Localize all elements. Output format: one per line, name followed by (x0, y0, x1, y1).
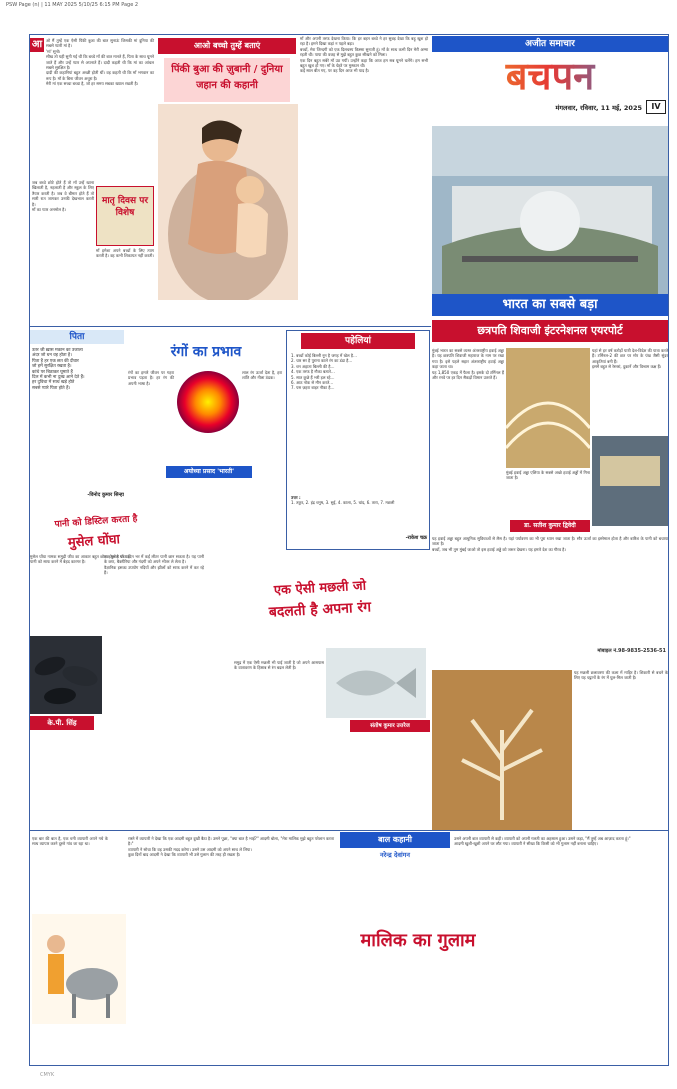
riddle-item: 6. आठ नोक से मौन करते… (291, 380, 334, 386)
story1-right (300, 36, 430, 236)
page-number: IV (646, 100, 666, 114)
riddle-item: 5. सात कुछे हैं भरी हल रहे… (291, 374, 335, 380)
mussel-subhead: मुसेल घोंघा (67, 532, 121, 551)
coral-photo (432, 670, 572, 830)
airport-author: डा. सतीश कुमार द्विवेदी (510, 520, 590, 532)
fish-text-b: यह मछली छलावरण की कला में माहिर है। शिकारी से बचने के लिए यह चट्टानों के रंग में घुल-मिल जाती है। (574, 670, 668, 681)
man-with-donkey-illustration (32, 914, 126, 1024)
riddle-item: 3. धन अहाता बिल्ली की है… (291, 363, 335, 369)
colors-text-b: लाल रंग ऊर्जा देता है, हरा शांति और नीला ठंडक। (242, 370, 282, 381)
mussel-photo (30, 636, 102, 714)
riddle-item: 7. पस ज़हरा बाहर नौका है… (291, 385, 335, 391)
mussel-text-a: मुसेल घोंघा नामक समुद्री जीव का आकार बहुत छोटा होता है पर यह पानी को साफ करने में बेहद कारगर है। (30, 554, 130, 565)
story1-center (158, 36, 298, 300)
color-wheel-illustration (176, 370, 240, 434)
story1-text-c: माँ हमेशा अपने बच्चों के लिए त्याग करती है। वह कभी शिकायत नहीं करती। (96, 248, 154, 259)
pita-poem: उतर जी ख़ास मकान का उजाला अंदर जो धन वह होता है। पिता है हर एक छत की दीवार जो हमें सुरक्षित रखता है। कांधे पर बिठाकर घूमाते हैं दिल में कभी ना दुःख आने देते हैं। हर दुविधा में साथ खड़े होते सबसे प्यारे पिता होते हैं। (32, 348, 85, 391)
airport-photo (432, 126, 668, 306)
story1-text-b: जब बच्चे छोटे होते हैं तो माँ उन्हें खाना खिलाती है, नहलाती है और स्कूल के लिए तैयार करती है। जब वे बीमार होते हैं तो सारी रात जागकर उनकी देखभाल करती है। माँ का प्यार अनमोल है। (32, 180, 94, 213)
story2-text-c: उसने अपनी बात व्यापारी से कही। व्यापारी को अपनी गलती का अहसास हुआ। उसने कहा, "मैं तुम्हें अब आज़ाद करता हूं।" आदमी खुशी-खुशी अपने घर लौट गया। व्यापारी ने सीखा कि किसी को भी गुलाम नहीं बनाना चाहिए। (454, 836, 631, 847)
fish-headline: एक ऐसी मछली जो (273, 578, 367, 599)
fish-subhead: बदलती है अपना रंग (268, 599, 372, 621)
mothers-day-badge: मातृ दिवस पर विशेष (96, 186, 154, 246)
runway-photo (592, 436, 668, 526)
riddle-item: 2. चार सर है पुराना काले रंग का डंडा है… (291, 358, 353, 364)
answers-title: उत्तर : (291, 495, 301, 500)
fish-photo (326, 648, 426, 718)
riddles-author: -राकेश चक्र (405, 535, 427, 541)
colors-author: अयोध्या प्रसाद 'भारती' (166, 466, 252, 478)
riddles-section (286, 330, 430, 550)
riddle-item: 4. एक तरफ है नौका बताते… (291, 369, 335, 375)
airport-mobile: मोबाइल नं.98-9835-2536-51 (597, 648, 666, 654)
airport-text-c: मुंबई हवाई अड्डा एशिया के सबसे अच्छे हवाई अड्डों में गिना जाता है। (506, 470, 590, 481)
airport-headline: छत्रपति शिवाजी इंटरनेशनल एयरपोर्ट (432, 320, 668, 342)
terminal-photo (506, 348, 590, 468)
pita-title: पिता (30, 330, 124, 344)
airport-text-b: यहां से हर वर्ष करोड़ों यात्री देश-विदेश की यात्रा करते हैं। टर्मिनल-2 की छत पर मोर के पंख जैसी सुंदर आकृतियां बनी हैं। इसमें बहुत से रेस्तरां, दुकानें और विश्राम कक्ष हैं। (592, 348, 668, 370)
mussel-author: के.पी. सिंह (30, 716, 94, 730)
divider (29, 830, 669, 831)
airport-text-a: मुंबई भारत का सबसे व्यस्त अंतरराष्ट्रीय हवाई अड्डा है। यह छत्रपति शिवाजी महाराज के नाम पर रखा गया है। इसे पहले सहार अंतरराष्ट्रीय हवाई अड्डा कहा जाता था। यह 1,850 एकड़ में फैला है। इसके दो टर्मिनल हैं और रनवे पर हर दिन सैकड़ों विमान उतरते हैं। (432, 348, 504, 381)
story2-text-b: रास्ते में व्यापारी ने देखा कि एक आदमी बहुत दुखी बैठा है। उसने पूछा, "क्या बात है भाई?" आदमी बोला, "मेरा मालिक मुझे बहुत परेशान करता है।" व्यापारी ने सोचा कि वह उसकी मदद करेगा। उसने उस आदमी को अपने साथ ले लिया। कुछ दिनों बाद आदमी ने देखा कि व्यापारी भी उसे गुलाम की तरह ही रखता है। (128, 836, 334, 858)
dropcap: आ (31, 39, 43, 50)
airport-kicker: भारत का सबसे बड़ा (432, 294, 668, 316)
fish-text-a: समुद्र में एक ऐसी मछली भी पाई जाती है जो अपने आसपास के वातावरण के हिसाब से रंग बदल लेती है। (234, 660, 324, 671)
mussel-heading (30, 512, 158, 552)
colors-title: रंगों का प्रभाव (170, 344, 242, 360)
print-marks: CMYK (40, 1072, 55, 1078)
riddle-item: 1. बच्चों कोई बिल्ली नून है जगह में खेल है… (291, 353, 357, 358)
colors-text-a: रंगों का हमारे जीवन पर गहरा प्रभाव पड़ता है। हर रंग की अपनी भाषा है। (128, 370, 174, 386)
story2-text-a: एक बार की बात है, एक धनी व्यापारी अपने गधे के साथ व्यापार करने दूसरे गांव जा रहा था। (32, 836, 108, 847)
story1-kicker: आओ बच्चो तुम्हें बताएं (158, 38, 296, 54)
publisher-name: अजीत समाचार (432, 36, 668, 52)
story2-headline: मालिक का गुलाम (360, 930, 476, 951)
riddles-list (291, 353, 379, 493)
story1-headline: पिंकी बुआ की ज़ुबानी / दुनिया जहान की कहानी (164, 58, 290, 102)
page-slug: PSW Page (n) | 11 MAY 2025 5/10/25 6:15 PM Page 2 (6, 2, 139, 8)
dateline: मंगलवार, रविवार, 11 मई, 2025 (555, 104, 642, 112)
brand-logo: बचपन (442, 54, 658, 98)
fish-author: संतोष कुमार उत्तरेज (350, 720, 430, 732)
story1-left-column (30, 36, 156, 300)
fish-heading (206, 578, 432, 624)
story2-byline: नरेन्द्र देवांगन (379, 851, 410, 859)
story2-kicker: बाल कहानी (340, 832, 450, 848)
story1-text-d: माँ और अपनी तरफ देखना किया। कि हर बहन बच्चे ने हर सुबह देखा कि बहू खुश हो रहा है। हमने दिखा कहां न पहले बड़ा। बच्चों, मेरा जिन्दगी को एक दिलचस्प किस्सा सुनाती हूं। माँ के साथ कभी दिन मेरी अम्मा रहती थी। पापा की वजह से मुझे बहुत कुछ सीखने को मिला। एक दिन बहुत सबेरे माँ उठ गयीं। उन्होंने कहा कि आज हम सब घूमने चलेंगे। हम सभी बहुत खुश हो गए। माँ के चेहरे पर मुस्कान थी। कई साल बीत गए, पर वह दिन आज भी याद है। (300, 36, 428, 74)
riddles-answers: उत्तर : 1. तकुर, 2. इंद्र धनुष, 3. सुई, 4. काला, 5. चांद, 6. तारा, 7. मछली (291, 495, 427, 533)
pita-section (30, 330, 124, 510)
riddles-title: पहेलियां (301, 333, 415, 349)
mother-child-illustration (158, 104, 298, 300)
mussel-headline: पानी को डिस्टिल करता है (54, 514, 138, 530)
airport-text-d: यह हवाई अड्डा बहुत आधुनिक सुविधाओं से लैस है। यहां पर्यावरण का भी पूरा ध्यान रखा जाता है। सौर ऊर्जा का इस्तेमाल होता है और बारिश के पानी को बचाया जाता है। बच्चों, जब भी तुम मुंबई जाओ तो इस हवाई अड्डे को जरूर देखना। यह हमारे देश का गौरव है। (432, 536, 668, 552)
masthead (432, 36, 668, 124)
story2-section (30, 832, 668, 1066)
colors-effect-section (126, 330, 284, 508)
pita-author: -विनोद कुमार सिन्हा (87, 492, 124, 498)
story1-text-a: ओ मैं तुम्हें एक ऐसी पिंकी बुआ की बात सुनाऊं जिसकी मां दुनिया की सबसे प्यारी मां है। 'मां' सुनो। सीख तो यही सुनी गई थी कि बच्चे माँ की बात मानते हैं, पिता के साथ घूमने जाते हैं और उन्हें प्यार से अपनाते हैं। दादी कहती थी कि मां का आंचल सबसे सुरक्षित है। दादी की कहानियां बहुत अच्छी होती थीं। वह कहती थी कि माँ भगवान का रूप है। माँ के बिना जीवन अधूरा है। मेरी मां एक सच्चा बच्चा है, जो हर समय सबका ख्याल रखती है। (46, 38, 154, 87)
divider (29, 326, 431, 327)
mussel-text-b: एक मुसेल घोंघा दिन भर में कई लीटर पानी छान सकता है। यह पानी के कण, बैक्टीरिया और गंदगी को अपने भीतर ले लेता है। वैज्ञानिक इसका उपयोग नदियों और झीलों को साफ करने में कर रहे हैं। (104, 554, 204, 576)
